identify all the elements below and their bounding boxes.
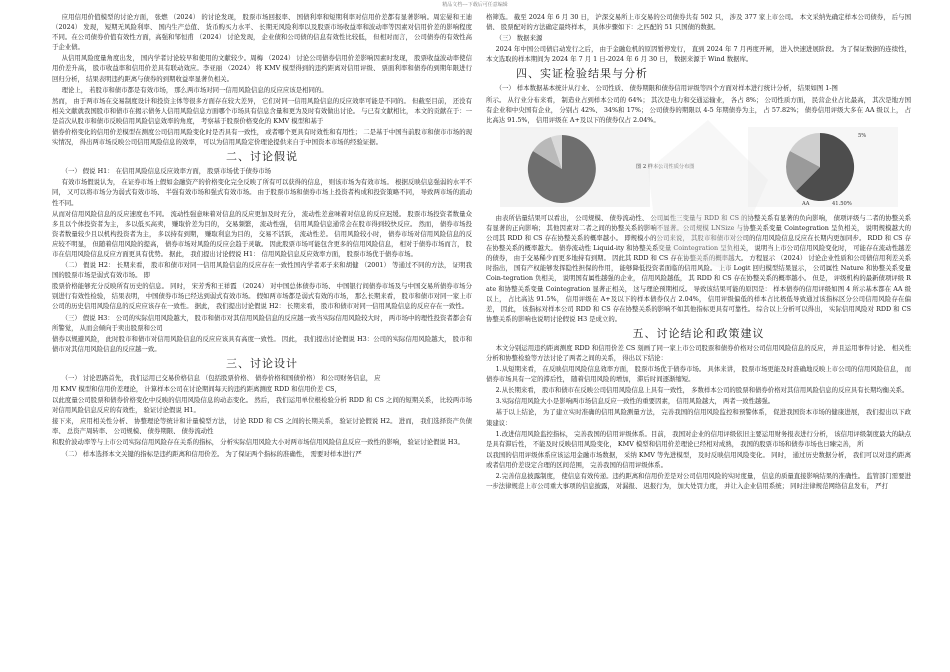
paragraph: （一） 讨论思路首先， 我们运用已交易价格信息 （包括股票价格、 债券价格和国债价格） 和公司财务信息， 应 <box>61 373 381 382</box>
paragraph: （二） 样本选择本文关键的指标是违约距离和信用价差。 为了保证两个指标的准确性， 需要对样本进行严 <box>61 449 362 458</box>
section-heading-conclusions: 五、讨论结论和政策建议 <box>632 326 765 340</box>
paragraph: 3.实际信用风险大小是影响两市场信息反应一致性的重要因素， 信用风险越大， 两者一致性越强。 <box>495 397 775 406</box>
paragraph: 债券以规避风险， 此时股市和债市对信用风险信息的反应应该具有高度一致性。 因此， 我们提出讨论假说 H3：公司的实际信用风险越大， 股市和债市对其信用风险信息的反应越一致。 <box>52 334 472 353</box>
document-header-note: 精品文档---下载后可任意编辑 <box>442 2 508 8</box>
paragraph: 从信用风险度量角度出发， 国内学者讨论较早和使用的文献较少。周梅 （2024） 讨论公司债券信用价差影响因素时发现， 股票收益波动率使信用价差升高， 股市收益率和信用价差具有联动效应。李亚丽 （2024） 将 KMV 模型得到的违约距离对信用评级、 票面利率和债券的到期年限进行回归分析， 结果表明违约距离与债券的到期收益率显著负相关。 <box>52 54 472 83</box>
paragraph: 接下来， 应用相关性分析、 协整理论等统计和计量模型方法， 讨论 RDD 和 CS 之间的长期关系， 验证讨论假说 H2。 进而， 我们选择资产负债率、 总资产周转率、 公司规模、 债券期限、 债券流动性 <box>52 417 472 436</box>
paragraph: 以此度量公司股票和债券价格变化中反映的信用风险信息的动态变化。 然后， 我们运用单位根检验分析 RDD 和 CS 之间的短期关系， 比较两市场对信用风险信息反应的有效性， 验证讨论假说 H1。 <box>52 396 472 415</box>
left-column <box>52 12 472 460</box>
paragraph: 2024 年中国公司债启动发行之后， 由于金融危机的原因暂停发行， 直到 2024 年 7 月再度开闸， 进入快速进展阶段。 为了保证数据的连续性， 本文选取的样本期间为 2024 年 7 月 1 日-2024 年 6 月 30 日， 数据来源于 Wind 数据库。 <box>486 45 911 64</box>
paragraph: 然而， 由于两市场在交易制度设计和投资主体等很多方面存在较大差异， 它们对同一信用风险信息的反应效率可能是不同的。 但截至目前， 还没有相关文献就我国股市和债市在揭示债务人信用风险信息方面哪个市场具有信息含量和更为及时有效做出讨论。 与已有文献相比， 本文的贡献在于：一是首次从股市和债市反映信用风险信息效率的角度， 考察基于股票价格变化的 KMV 模型和基于 <box>52 96 472 125</box>
paragraph: 债券价格变化的信用价差模型在测度公司信用风险变化时是否具有一致性， 或者哪个更具有时效性和有用性； 二是基于中国当前股市和债市市场的现实情况， 得出两市场反映公司信用风险信息的效率， 可以为信用风险定价理论提供来自于中国资本市场的经验证据。 <box>52 128 472 147</box>
paragraph: 用 KMV 模型和信用价差理论， 计算样本公司在讨论期间每天的违约距离测度 RDD 和信用价差 CS， <box>52 385 341 393</box>
hypothesis-h1-heading: （一） 假说 H1： 在信用风险信息反应效率方面， 股票市场优于债券市场 <box>61 167 272 176</box>
figures-row <box>486 127 911 211</box>
paragraph: 基于以上结论， 为了建立实时准确的信用风险测量方法， 完善我国的信用风险监控和预警体系， 促进我国资本市场的健康进展， 我们提出以下政策建议： <box>486 408 911 427</box>
right-column <box>486 12 911 492</box>
pie-label-percent: 41.50% <box>832 200 852 207</box>
paragraph: 理论上， 若股市和债市都是有效市场， 那么两市场对同一信用风险信息的反应应该是相同的。 <box>61 85 328 94</box>
paragraph: 本文分别运用违约距离测度 RDD 和信用价差 CS 刻画了同一家上市公司股票和债券价格对公司信用风险信息的反应， 并且运用事件讨论、 相关性分析和协整检验等方法讨论了两者之间的关系， 得出以下结论： <box>486 343 911 362</box>
paragraph: 所示。 从行业分布来看， 制造业占到样本公司的 64%； 其次是电力和交通运输业， 各占 8%； 公司性质方面， 民营企业占比最高， 其次是地方国有企业和中央国有企业， 分别占 42%、 34%和 17%； 公司债券的期限以 4-5 年期债券为主， 占 57.82%； 债券信用评级大多在 AA 级以上， 占比高达 91.5%， 信用评级在 A+及以下的债券仅占 2.04%。 <box>486 95 911 124</box>
paragraph: 有效市场假说认为， 在证券市场上假如金融资产的价格变化完全反映了所有可以获得的信息， 则该市场为有效市场。 根据反映信息强弱的水平不同， 又可以将市场分为弱式有效市场、 半强有效市场和强式有效市场。 由于股票市场和债券市场上投资者构成和投资策略不同， 导致两市场的流动性不同。 <box>52 178 472 207</box>
pie-label-percent: 5% <box>858 132 867 139</box>
paragraph: 应用信用价值模型的讨论方面， 张燃 （2024） 的讨论发现， 股票市场回报率、 国债利率和短期利率对信用价差都有显著影响。周宏晏和王迪 （2024） 发现， 短期无风险利率、 国内生产总值、 货币购买力水平、 长期无风险利率以及股票市场收益率和波动率等因素对信用价差的影响程度不同。在公司债券价值有效性方面，高强和邹恒甫 （2024） 讨论发现， 企业债和公司债的信息有效性比较低， 但相对而言， 公司债券的有效性高于企业债。 <box>52 13 472 52</box>
paragraph: 格筛选。 截至 2024 年 6 月 30 日， 沪深交易所上市交易的公司债券共有 502 只， 涉及 377 家上市公司。 本文采纳先确定样本公司债券， 后与国债、 股票配对的方法确定最终样本， 具体步骤如下：之匹配的 51 只国债的数据。 <box>486 13 911 32</box>
subsection-heading: （三） 数据来源 <box>495 34 543 43</box>
paragraph: 1.改进信用风险监控指标， 完善我国的信用评级体系。目前， 我国对企业的信用评级依旧主要运用财务报表进行分析， 该信用评级制度最大的缺点是具有滞后性， 不能及时反映信用风险变化， KMV 模型和信用价差理论已经相对成熟， 我国的股票市场和债券市场也日臻完善， 所 <box>486 429 911 448</box>
section-heading-results: 四、实证检验结果与分析 <box>516 67 648 81</box>
section-heading-design: 三、讨论设计 <box>226 356 298 370</box>
pie-figure-right <box>748 127 898 207</box>
paragraph: 以我国的信用评级体系应该运用金融市场数据， 采纳 KMV 等先进模型， 及时反映信用风险变化。 同时， 通过历史数据分析， 我们可以对违约距离或者信用价差设定合理的区间范围， 完善我国的信用评级体系。 <box>486 450 911 469</box>
paragraph: 和股价波动率等与上市公司实际信用风险存在关系的指标， 分析实际信用风险大小对两市场信用风险信息反应一致性的影响， 验证讨论假说 H3。 <box>52 438 464 447</box>
paragraph: 1.从短期来看， 在反映信用风险信息效率方面， 股票市场优于债券市场。 具体来讲， 股票市场更能及时准确地反映上市公司的信用风险信息， 而债券市场具有一定的滞后性， 随着信用风险的增加， 滞后时间逐渐缩短。 <box>486 365 911 384</box>
hypothesis-h3-heading: （三） 假说 H3： 公司的实际信用风险越大， 股市和债市对其信用风险信息的反应越一致当实际信用风险较大时， 两市场中的理性投资者都会有所警觉， 从而会倾向于卖出股票和公司 <box>52 313 472 332</box>
hypothesis-h2-heading: （二） 假说 H2： 长期来看， 股市和债市对同一信用风险信息的反应存在一致性国内学者邓子来和胡健 （2001） 等通过不同的方法， 证明我国的股票市场是弱式有效市场。 即 <box>52 261 472 280</box>
paragraph: 2.从长期来看， 股市和债市在反映公司信用风险信息上具有一致性， 多数样本公司的股票和债券价格对其信用风险信息的反应具有长期均衡关系。 <box>495 386 909 395</box>
paragraph: 从而对信用风险信息的反应速度也不同。 流动性强意味着对信息的反应更加及时充分， 流动性差意味着对信息的反应迟缓。 股票市场投资者数量众多且以个体投资者为主， 多以低买高卖， 赚取价差为目的， 交易频繁， 流动性强， 信用风险信息通常会在股市得到较快反应。 然而， 债券市场投资者数量较少且以机构投资者为主， 多以持有到期， 赚取利息为目的， 交易不活跃， 流动性差。 信用风险较小时， 债券市场对信用风险信息的反应较不明显， 但随着信用风险的提高， 债券市场对风险的反应会趋于灵敏。 因此股票市场可能包含更多的信用风险信息， 相对于债券市场而言， 股市在信用风险信息反应方面更具有优势。 据此， 我们提出讨论假说 H1： 信用风险信息反应效率方面， 股票市场优于债券市场。 <box>52 209 472 258</box>
paragraph: 股票价格能够充分反映所有历史的信息。 同时， 宋芳秀和王祥霞 （2024） 对中国总体债券市场、 中国银行间债券市场及与中国交易所债券市场分别进行有效性检验， 结果表明， 中国债券市场已经达到弱式有效市场。 假如两市场都是弱式有效的市场， 那么长期来看， 股市和债市对同一家上市公司的历史信用风险信息的反应应该存在一致性。 据此， 我们提出讨论假说 H2： 长期来看， 股市和债市对同一信用风险信息的反应存在一致性。 <box>52 282 472 311</box>
paragraph: 2.完善信息披露制度， 使信息有效传递。违约距离和信用价差是对公司信用风险的实时度量， 信息的质量直接影响结果的准确性。 监管部门需要进一步法律规范上市公司重大事项的信息披露， 对漏报、 迟报行为， 加大处罚力度， 并让入企业信用系统； 同时注律规范网络信息发布， 严打 <box>486 472 911 491</box>
figure-caption: 图 2 样本公司性质分布图 <box>636 163 695 170</box>
pie-label-aa: AA <box>802 200 810 207</box>
paragraph: （一） 样本数据基本统计从行业、 公司性质、 债券期限和债券信用评级等四个方面对样本进行统计分析， 结果如图 1-图 <box>495 84 838 93</box>
pie-figure-left <box>500 127 650 207</box>
section-heading-hypotheses: 二、讨论假说 <box>226 150 298 164</box>
paragraph: 由表所估量结果可以看出， 公司规模、 债券流动性、 公司属性三变量与 RDD 和 CS 的协整关系有显著的负向影响， 债项评级与二者的协整关系有显著的正向影响； 其他因素对二者之间的协整关系的影响不显著。公司规模 LNSize 与协整关系变量 Cointegration 呈负相关， 说明规模越大的公司其 RDD 和 CS 存在协整关系的概率越小。 即规模小的公司来说， 其股市和债市对公司的信用风险信息反应在长期内更加同步。 RDD 和 CS 存在协整关系的概率越大。 债券流动性 Liquid-ity 和协整关系变量 Cointegration 呈负相关， 说明当上市公司信用风险变化时， 可能存在流动性越差的债券， 由于交易稀少而更多地持有到期。 因此其 RDD 和 CS 存在协整关系的概率越大。 方程显示 （2024） 讨论企业性质和公司债信用利差关系时指出， 国有产权能够发挥隐性担保的作用， 能够降低投资者面临的信用风险。 上市 Logit 回归模型结果显示， 公司属性 Nature 和协整关系变量 Coin-tegration 负相关， 说明国有属性越强的企业， 信用风险越低， 其 RDD 和 CS 存在协整关系的概率越小。 但是， 评级机构的最新债项评级 Rate 和协整关系变量 Cointegration 显著正相关， 这与理论预期相反。 导致该结果可能的原因是： 样本债券的信用评级如图 4 所示基本都在 AA 级以上， 占比高达 91.5%， 信用评级在 A+及以下的样本债券仅占 2.04%， 信用评级偏低的样本占比极低导致通过该指标区分公司信用风险存在偏差， 因此， 该指标对样本公司 RDD 和 CS 存在协整关系的影响不如其他指标更具有可靠性。 综合以上分析可以得出， 实际信用风险对 RDD 和 CS 协整关系的影响也说明讨论假说 H3 是成立的。 <box>486 213 911 323</box>
